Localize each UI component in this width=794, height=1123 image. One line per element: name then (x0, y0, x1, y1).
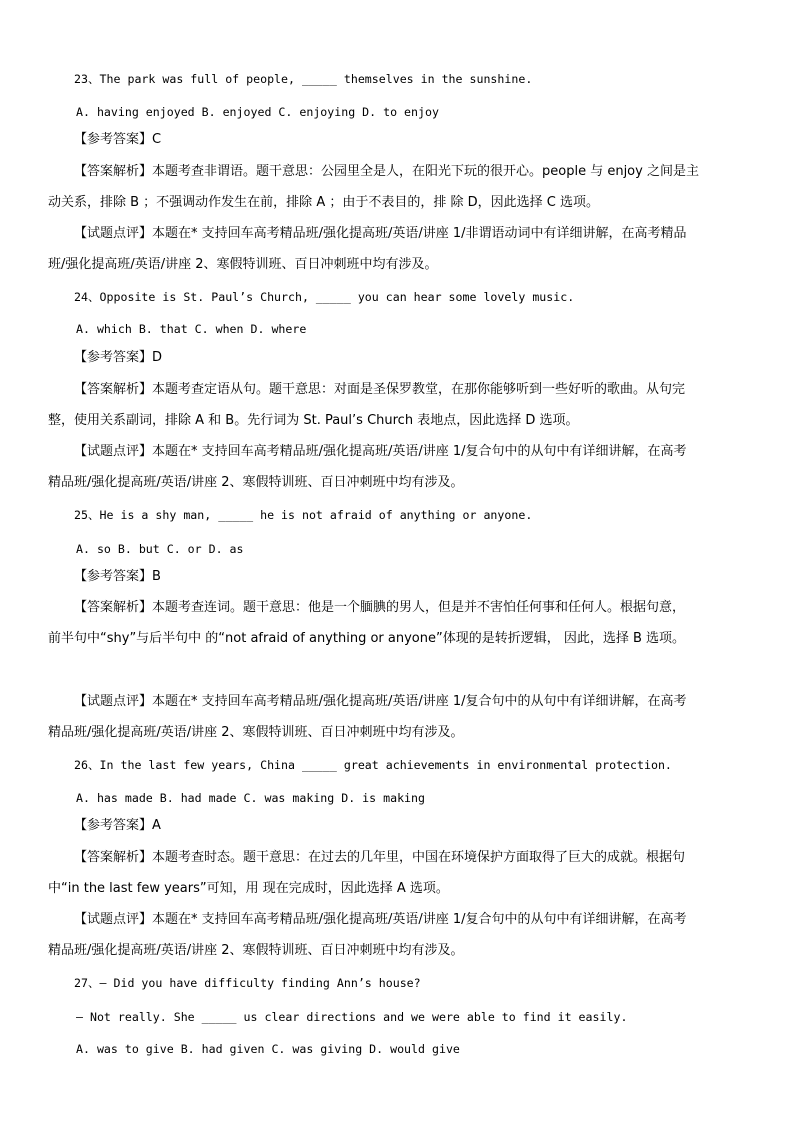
question-23-options: A. having enjoyed B. enjoyed C. enjoying D. to enjoy (76, 105, 439, 119)
question-24-answer: 【参考答案】D (74, 350, 163, 365)
question-26-analysis-line-1: 【答案解析】本题考查时态。题干意思：在过去的几年里，中国在环境保护方面取得了巨大的成就。根据句 (74, 850, 686, 865)
question-24-comment-line-2: 精品班/强化提高班/英语/讲座 2、寒假特训班、百日冲刺班中均有涉及。 (48, 475, 464, 490)
question-26-comment-line-1: 【试题点评】本题在* 支持回车高考精品班/强化提高班/英语/讲座 1/复合句中的从句中有详细讲解，在高考 (74, 912, 687, 927)
question-24-analysis-line-2: 整，使用关系副词，排除 A 和 B。先行词为 St. Paul’s Church 表地点，因此选择 D 选项。 (48, 413, 579, 428)
question-25-stem: 25、He is a shy man, _____ he is not afraid of anything or anyone. (74, 508, 533, 522)
question-26-options: A. has made B. had made C. was making D. is making (76, 791, 426, 805)
question-23-comment-line-2: 班/强化提高班/英语/讲座 2、寒假特训班、百日冲刺班中均有涉及。 (48, 257, 438, 272)
question-23-analysis-line-1: 【答案解析】本题考查非谓语。题干意思：公园里全是人，在阳光下玩的很开心。people 与 enjoy 之间是主 (74, 164, 699, 179)
question-24-analysis-line-1: 【答案解析】本题考查定语从句。题干意思：对面是圣保罗教堂，在那你能够听到一些好听的歌曲。从句完 (74, 382, 686, 397)
question-23-comment-line-1: 【试题点评】本题在* 支持回车高考精品班/强化提高班/英语/讲座 1/非谓语动词中有详细讲解，在高考精品 (74, 226, 687, 241)
question-26-answer: 【参考答案】A (74, 818, 161, 833)
question-27-stem: 27、— Did you have difficulty finding Ann’s house? (74, 976, 421, 990)
question-25-comment-line-2: 精品班/强化提高班/英语/讲座 2、寒假特训班、百日冲刺班中均有涉及。 (48, 725, 464, 740)
question-23-analysis-line-2: 动关系，排除 B ；不强调动作发生在前，排除 A ；由于不表目的，排 除 D，因此选择 C 选项。 (48, 195, 599, 210)
question-26-comment-line-2: 精品班/强化提高班/英语/讲座 2、寒假特训班、百日冲刺班中均有涉及。 (48, 943, 464, 958)
question-24-options: A. which B. that C. when D. where (76, 322, 307, 336)
question-26-stem: 26、In the last few years, China _____ great achievements in environmental protection. (74, 758, 672, 772)
question-25-answer: 【参考答案】B (74, 569, 161, 584)
question-25-analysis-line-1: 【答案解析】本题考查连词。题干意思：他是一个腼腆的男人，但是并不害怕任何事和任何人。根据句意， (74, 600, 686, 615)
question-23-stem: 23、The park was full of people, _____ themselves in the sunshine. (74, 72, 533, 86)
question-26-analysis-line-2: 中“in the last few years”可知，用 现在完成时，因此选择 A 选项。 (48, 881, 449, 896)
question-27-options: A. was to give B. had given C. was giving D. would give (76, 1042, 460, 1056)
question-25-comment-line-1: 【试题点评】本题在* 支持回车高考精品班/强化提高班/英语/讲座 1/复合句中的从句中有详细讲解，在高考 (74, 694, 687, 709)
question-25-options: A. so B. but C. or D. as (76, 542, 244, 556)
question-27-dialog-reply: — Not really. She _____ us clear directions and we were able to find it easily. (76, 1010, 628, 1024)
question-25-analysis-line-2: 前半句中“shy”与后半句中 的“not afraid of anything or anyone”体现的是转折逻辑， 因此，选择 B 选项。 (48, 631, 686, 646)
question-24-stem: 24、Opposite is St. Paul’s Church, _____ you can hear some lovely music. (74, 290, 575, 304)
question-24-comment-line-1: 【试题点评】本题在* 支持回车高考精品班/强化提高班/英语/讲座 1/复合句中的从句中有详细讲解，在高考 (74, 444, 687, 459)
question-23-answer: 【参考答案】C (74, 132, 162, 147)
